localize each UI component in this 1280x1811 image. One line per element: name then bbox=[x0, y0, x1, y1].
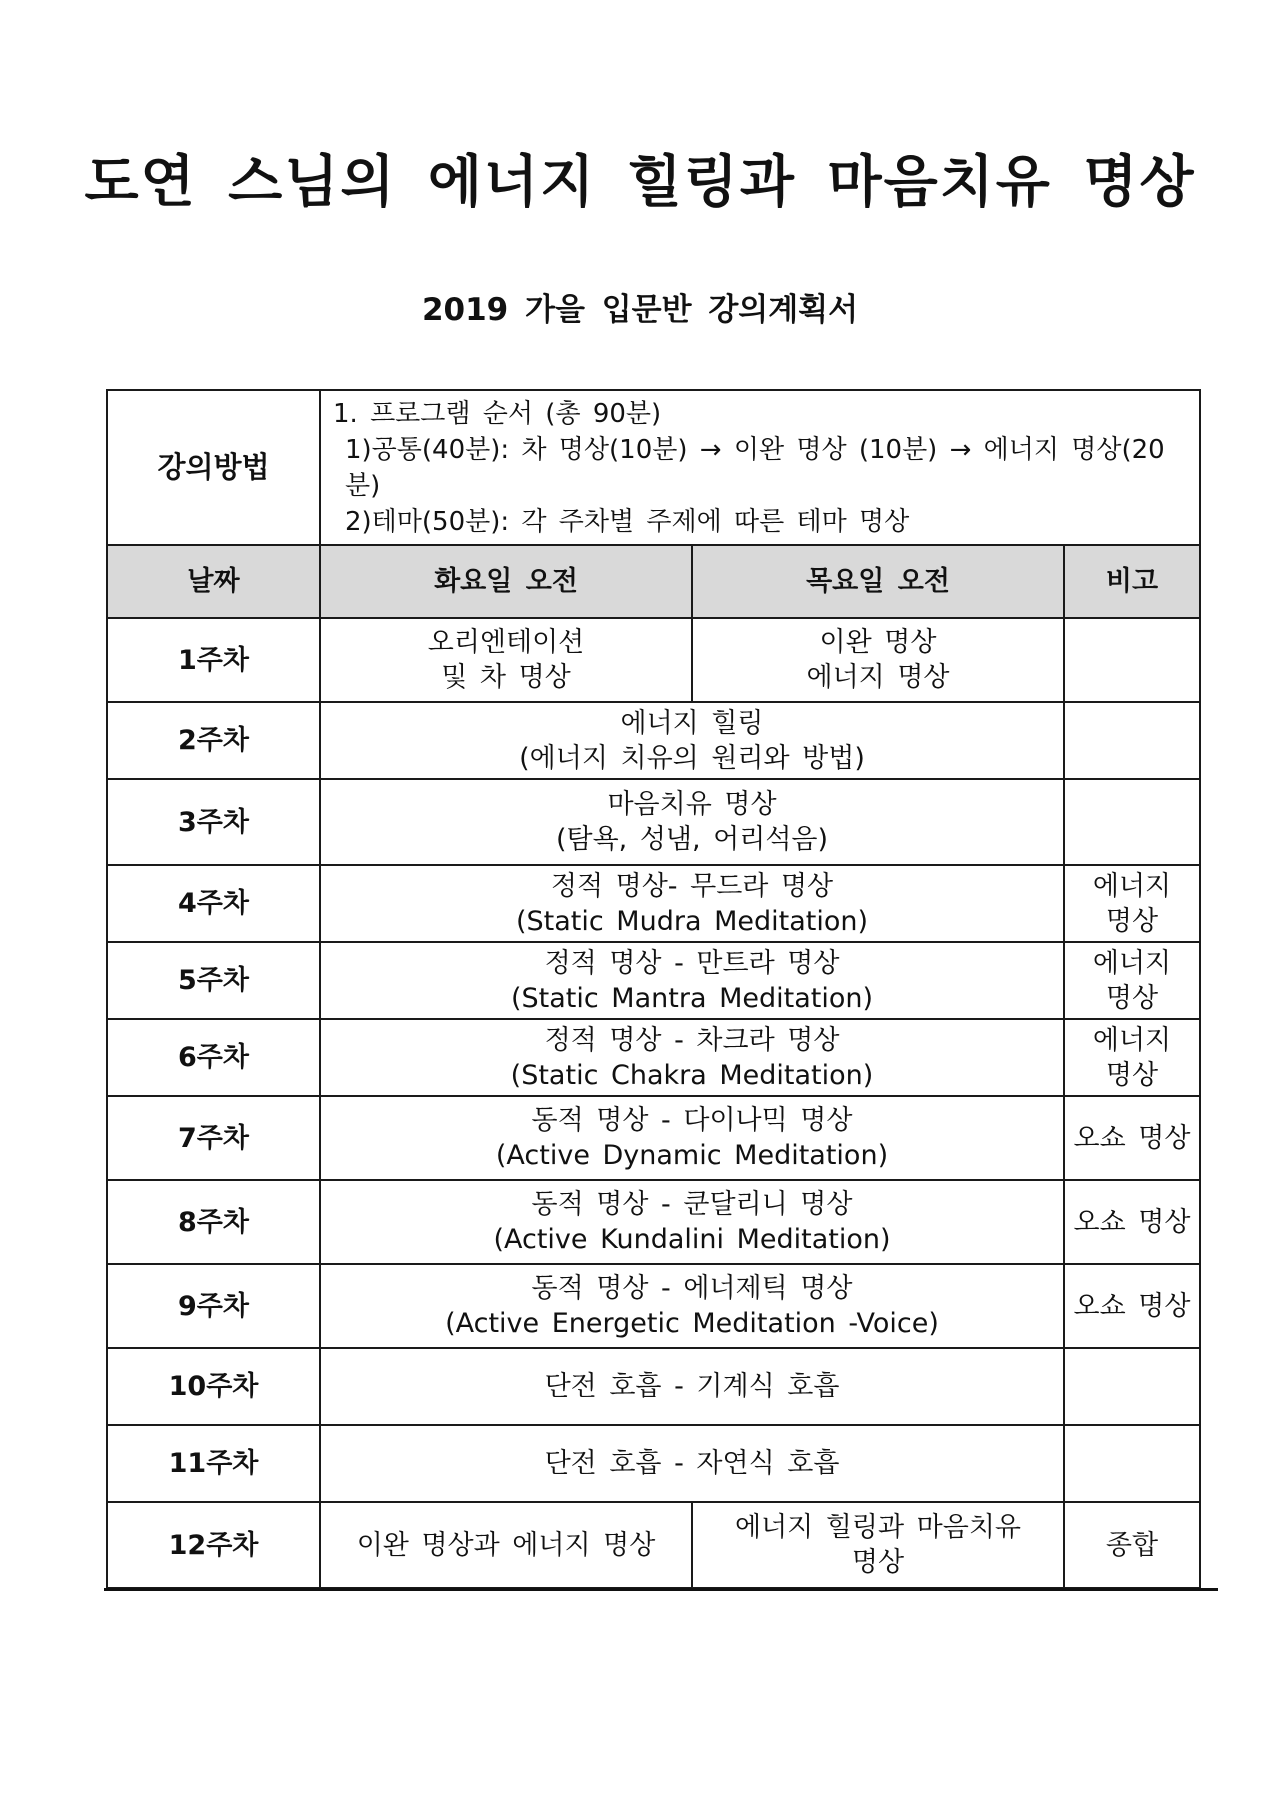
table-row bbox=[107, 1180, 1200, 1264]
week-label: 8주차 bbox=[107, 1180, 320, 1264]
note-cell bbox=[1064, 1348, 1200, 1425]
cell-line: 정적 명상 - 차크라 명상 bbox=[544, 1024, 840, 1056]
table-row bbox=[107, 1502, 1200, 1588]
week-label: 1주차 bbox=[107, 618, 320, 702]
week-label: 7주차 bbox=[107, 1096, 320, 1180]
note-line: 종합 bbox=[1105, 1529, 1159, 1561]
cell-line: 정적 명상 - 만트라 명상 bbox=[544, 947, 840, 979]
method-label: 강의방법 bbox=[107, 390, 320, 545]
table-row bbox=[107, 1348, 1200, 1425]
topic-cell bbox=[320, 942, 1064, 1019]
week-label: 2주차 bbox=[107, 702, 320, 779]
table-header-row bbox=[107, 545, 1200, 618]
cell-line: (Static Mantra Meditation) bbox=[510, 982, 874, 1014]
method-row bbox=[107, 390, 1200, 545]
note-line: 오쇼 명상 bbox=[1073, 1290, 1191, 1322]
cell-line: 단전 호흡 - 자연식 호흡 bbox=[544, 1448, 840, 1479]
cell-line: (탐욕, 성냄, 어리석음) bbox=[555, 824, 829, 855]
note-line: 명상 bbox=[1105, 1059, 1159, 1091]
cell-line: (Static Chakra Meditation) bbox=[510, 1059, 874, 1091]
document-title: 도연 스님의 에너지 힐링과 마음치유 명상 bbox=[84, 150, 1196, 215]
cell-line: (Static Mudra Meditation) bbox=[515, 905, 869, 937]
tuesday-cell bbox=[320, 1502, 692, 1588]
cell-line: 및 차 명상 bbox=[441, 662, 571, 693]
header-tuesday: 화요일 오전 bbox=[320, 545, 692, 618]
week-label: 12주차 bbox=[107, 1502, 320, 1588]
method-line-2: 1)공통(40분): 차 명상(10분) → 이완 명상 (10분) → 에너지 명상(20분) bbox=[345, 434, 1165, 501]
note-cell bbox=[1064, 1502, 1200, 1588]
cell-line: 동적 명상 - 쿤달리니 명상 bbox=[531, 1189, 853, 1220]
note-cell bbox=[1064, 1425, 1200, 1502]
topic-cell bbox=[320, 1096, 1064, 1180]
header-date: 날짜 bbox=[107, 545, 320, 618]
week-label: 3주차 bbox=[107, 779, 320, 865]
cell-line: 이완 명상 bbox=[819, 627, 937, 658]
table-row bbox=[107, 1264, 1200, 1348]
cell-line: 명상 bbox=[851, 1547, 905, 1578]
note-cell bbox=[1064, 779, 1200, 865]
thursday-cell bbox=[692, 1502, 1064, 1588]
note-line: 오쇼 명상 bbox=[1073, 1122, 1191, 1154]
topic-cell bbox=[320, 779, 1064, 865]
cell-line: 단전 호흡 - 기계식 호흡 bbox=[544, 1371, 840, 1402]
week-label: 6주차 bbox=[107, 1019, 320, 1096]
thursday-cell bbox=[692, 618, 1064, 702]
header-thursday: 목요일 오전 bbox=[692, 545, 1064, 618]
method-line-3: 2)테마(50분): 각 주차별 주제에 따른 테마 명상 bbox=[345, 506, 910, 537]
week-label: 5주차 bbox=[107, 942, 320, 1019]
cell-line: (Active Energetic Meditation -Voice) bbox=[445, 1308, 939, 1339]
note-cell bbox=[1064, 1019, 1200, 1096]
note-line: 에너지 bbox=[1092, 1024, 1172, 1056]
note-cell bbox=[1064, 1096, 1200, 1180]
cell-line: (에너지 치유의 원리와 방법) bbox=[519, 742, 865, 774]
cell-line: 동적 명상 - 다이나믹 명상 bbox=[531, 1105, 853, 1136]
lecture-plan-table bbox=[106, 389, 1201, 1589]
note-line: 명상 bbox=[1105, 905, 1159, 937]
cell-line: 에너지 힐링과 마음치유 bbox=[735, 1512, 1021, 1543]
cell-line: 에너지 힐링 bbox=[620, 707, 764, 739]
note-cell bbox=[1064, 702, 1200, 779]
cell-line: 에너지 명상 bbox=[806, 662, 950, 693]
note-line: 오쇼 명상 bbox=[1073, 1206, 1191, 1238]
week-label: 4주차 bbox=[107, 865, 320, 942]
method-description bbox=[320, 390, 1200, 545]
note-line: 에너지 bbox=[1092, 947, 1172, 979]
tuesday-cell bbox=[320, 618, 692, 702]
cell-line: (Active Kundalini Meditation) bbox=[493, 1224, 891, 1255]
week-label: 11주차 bbox=[107, 1425, 320, 1502]
note-line: 명상 bbox=[1105, 982, 1159, 1014]
table-row bbox=[107, 1019, 1200, 1096]
cell-line: 오리엔테이션 bbox=[427, 627, 585, 658]
table-row bbox=[107, 1425, 1200, 1502]
week-label: 10주차 bbox=[107, 1348, 320, 1425]
document-subtitle: 2019 가을 입문반 강의계획서 bbox=[421, 292, 859, 328]
bottom-rule bbox=[104, 1588, 1218, 1591]
note-cell bbox=[1064, 618, 1200, 702]
note-line: 에너지 bbox=[1092, 870, 1172, 902]
topic-cell bbox=[320, 1348, 1064, 1425]
cell-line: 이완 명상과 에너지 명상 bbox=[356, 1529, 656, 1561]
note-cell bbox=[1064, 1180, 1200, 1264]
topic-cell bbox=[320, 1264, 1064, 1348]
cell-line: 동적 명상 - 에너제틱 명상 bbox=[531, 1273, 853, 1304]
cell-line: 마음치유 명상 bbox=[607, 789, 777, 820]
week-label: 9주차 bbox=[107, 1264, 320, 1348]
method-line-1: 1. 프로그램 순서 (총 90분) bbox=[333, 398, 662, 429]
cell-line: 정적 명상- 무드라 명상 bbox=[550, 870, 834, 902]
table-row bbox=[107, 779, 1200, 865]
header-note: 비고 bbox=[1064, 545, 1200, 618]
table-row bbox=[107, 1096, 1200, 1180]
note-cell bbox=[1064, 942, 1200, 1019]
note-cell bbox=[1064, 865, 1200, 942]
table-row bbox=[107, 942, 1200, 1019]
cell-line: (Active Dynamic Meditation) bbox=[495, 1140, 889, 1171]
topic-cell bbox=[320, 702, 1064, 779]
table-row bbox=[107, 618, 1200, 702]
table-row bbox=[107, 702, 1200, 779]
note-cell bbox=[1064, 1264, 1200, 1348]
topic-cell bbox=[320, 1180, 1064, 1264]
topic-cell bbox=[320, 1425, 1064, 1502]
topic-cell bbox=[320, 1019, 1064, 1096]
table-row bbox=[107, 865, 1200, 942]
topic-cell bbox=[320, 865, 1064, 942]
